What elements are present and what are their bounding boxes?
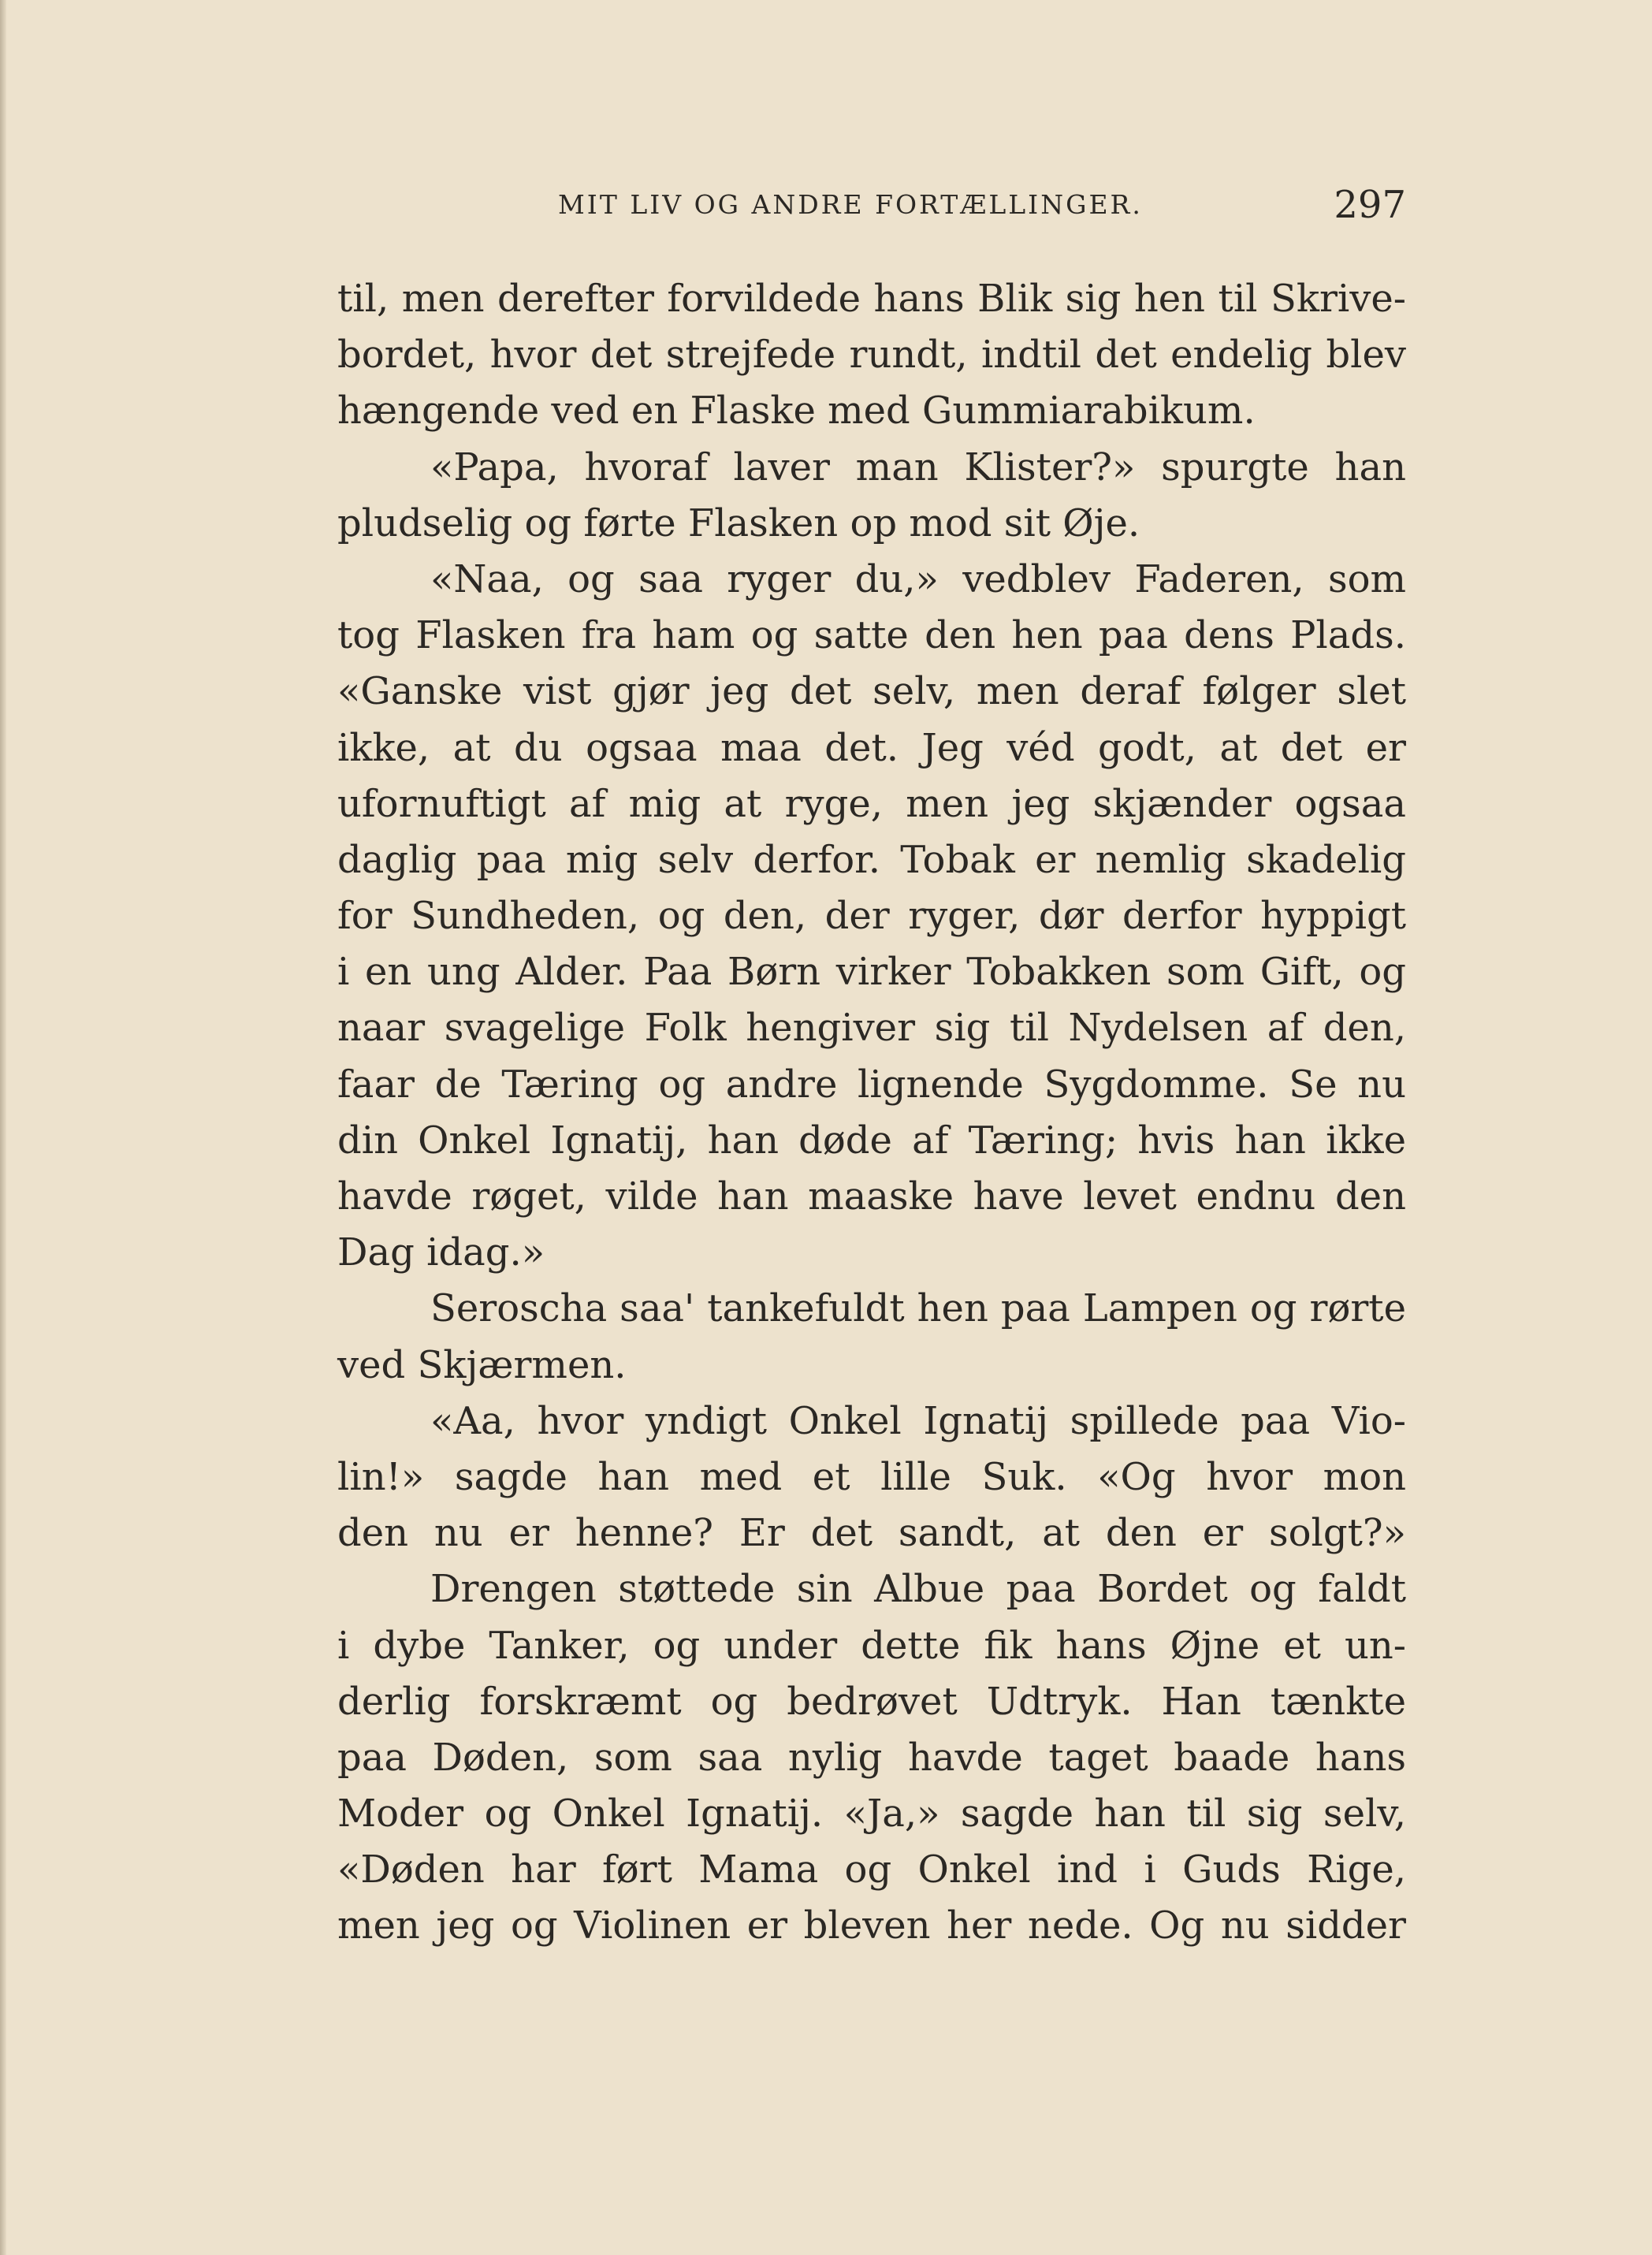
- running-head: [337, 183, 1406, 230]
- text-line: til, men derefter forvildede hans Blik sig hen til Skrive-: [337, 277, 1406, 321]
- body-text: [337, 271, 1406, 1955]
- text-line: ikke, at du ogsaa maa det. Jeg véd godt, at det er: [337, 725, 1406, 770]
- text-line: faar de Tæring og andre lignende Sygdomme. Se nu: [337, 1062, 1406, 1107]
- text-line: men jeg og Violinen er bleven her nede. Og nu sidder: [337, 1903, 1406, 1948]
- text-line: ufornuftigt af mig at ryge, men jeg skjænder ogsaa: [337, 781, 1406, 826]
- text-line: Dag idag.»: [337, 1230, 545, 1275]
- text-line: «Døden har ført Mama og Onkel ind i Guds Rige,: [337, 1848, 1406, 1892]
- text-line: havde røget, vilde han maaske have levet endnu den: [337, 1174, 1406, 1219]
- text-line: derlig forskræmt og bedrøvet Udtryk. Han tænkte: [337, 1679, 1406, 1724]
- page-number: 297: [1334, 183, 1406, 227]
- text-line: daglig paa mig selv derfor. Tobak er nemlig skadelig: [337, 837, 1406, 882]
- running-title: MIT LIV OG ANDRE FORTÆLLINGER.: [558, 189, 1143, 220]
- text-line: din Onkel Ignatij, han døde af Tæring; hvis han ikke: [337, 1118, 1406, 1163]
- text-line: «Aa, hvor yndigt Onkel Ignatij spillede paa Vio-: [430, 1398, 1406, 1443]
- text-line: for Sundheden, og den, der ryger, dør derfor hyppigt: [337, 894, 1406, 939]
- text-line: Drengen støttede sin Albue paa Bordet og faldt: [430, 1567, 1406, 1612]
- text-line: Seroscha saa' tankefuldt hen paa Lampen og rørte: [430, 1286, 1406, 1331]
- page-edge: [0, 0, 6, 2255]
- text-line: i dybe Tanker, og under dette fik hans Øjne et un-: [337, 1623, 1406, 1668]
- text-line: Moder og Onkel Ignatij. «Ja,» sagde han til sig selv,: [337, 1792, 1406, 1836]
- text-line: «Papa, hvoraf laver man Klister?» spurgte han: [430, 445, 1406, 489]
- text-line: den nu er henne? Er det sandt, at den er solgt?»: [337, 1511, 1406, 1556]
- text-line: bordet, hvor det strejfede rundt, indtil det endelig blev: [337, 333, 1406, 378]
- text-line: pludselig og førte Flasken op mod sit Øje.: [337, 500, 1140, 545]
- text-line: tog Flasken fra ham og satte den hen paa dens Plads.: [337, 613, 1406, 658]
- text-line: «Ganske vist gjør jeg det selv, men deraf følger slet: [337, 669, 1406, 714]
- text-line: paa Døden, som saa nylig havde taget baade hans: [337, 1735, 1406, 1780]
- text-line: i en ung Alder. Paa Børn virker Tobakken som Gift, og: [337, 950, 1406, 995]
- text-line: hængende ved en Flaske med Gummiarabikum.: [337, 389, 1256, 434]
- text-line: «Naa, og saa ryger du,» vedblev Faderen, som: [430, 556, 1406, 601]
- text-line: lin!» sagde han med et lille Suk. «Og hvor mon: [337, 1454, 1406, 1499]
- text-line: naar svagelige Folk hengiver sig til Nydelsen af den,: [337, 1006, 1406, 1051]
- text-line: ved Skjærmen.: [337, 1342, 627, 1387]
